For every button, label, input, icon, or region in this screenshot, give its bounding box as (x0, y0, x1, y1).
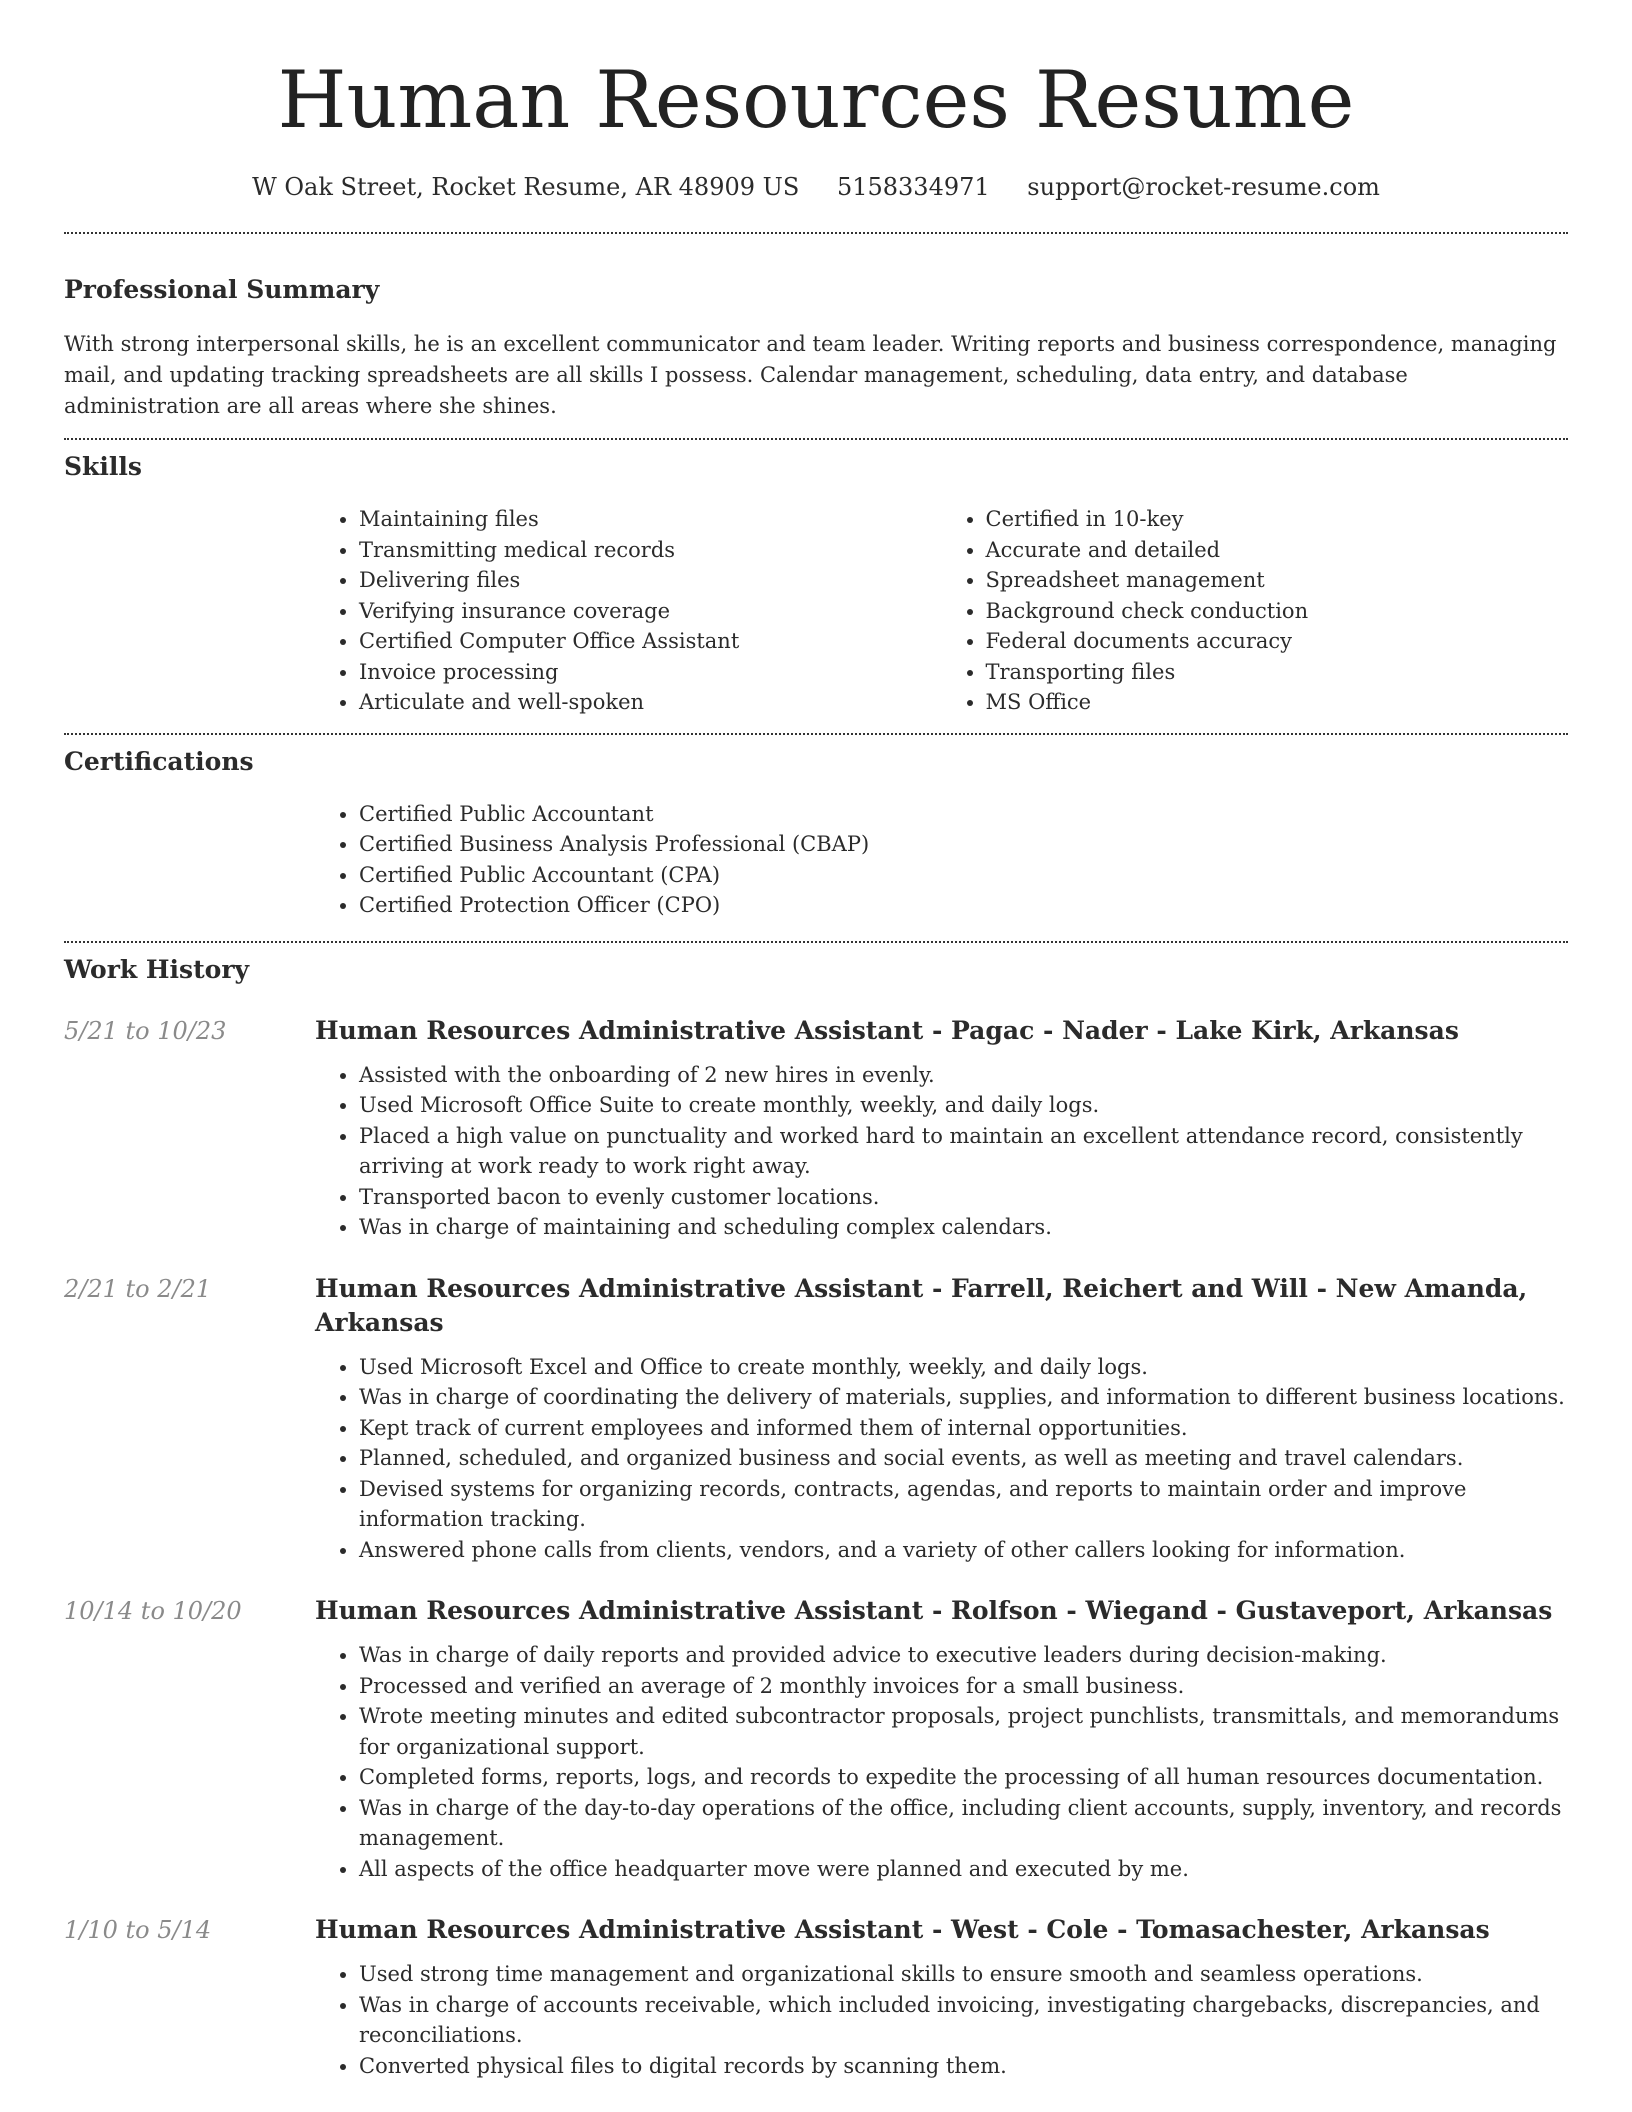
list-item: • Assisted with the onboarding of 2 new hires in evenly. (359, 1060, 1568, 1091)
divider (64, 733, 1568, 735)
list-item: • Answered phone calls from clients, vendors, and a variety of other callers looking for information. (359, 1535, 1568, 1566)
job-entry (64, 1272, 1568, 1566)
divider (64, 438, 1568, 440)
address: W Oak Street, Rocket Resume, AR 48909 US (252, 173, 800, 201)
list-item: • Transmitting medical records (359, 535, 942, 566)
list-item: • Completed forms, reports, logs, and records to expedite the processing of all human resources documentation. (359, 1762, 1568, 1793)
list-item: • Was in charge of accounts receivable, which included invoicing, investigating chargebacks, discrepancies, and reconciliations. (359, 1990, 1568, 2051)
list-item: • Certified Public Accountant (359, 799, 1568, 830)
job-title: Human Resources Administrative Assistant - West - Cole - Tomasachester, Arkansas (315, 1915, 1490, 1944)
list-item: • Kept track of current employees and informed them of internal opportunities. (359, 1413, 1568, 1444)
list-item: • Certified Protection Officer (CPO) (359, 890, 1568, 921)
job-body (315, 1272, 1568, 1566)
job-entry (64, 1594, 1568, 1884)
list-item: • Used strong time management and organizational skills to ensure smooth and seamless operations. (359, 1959, 1568, 1990)
list-item: • Devised systems for organizing records, contracts, agendas, and reports to maintain order and improve information tracking. (359, 1474, 1568, 1535)
list-item: • Certified Business Analysis Professional (CBAP) (359, 829, 1568, 860)
job-entry (64, 1913, 1568, 2081)
list-item: • MS Office (986, 687, 1569, 718)
list-item: • Was in charge of coordinating the delivery of materials, supplies, and information to different business locations. (359, 1382, 1568, 1413)
section-heading-certifications: Certifications (64, 746, 254, 776)
job-title: Human Resources Administrative Assistant - Rolfson - Wiegand - Gustaveport, Arkansas (315, 1596, 1553, 1625)
job-dates: 1/10 to 5/14 (64, 1916, 212, 1944)
list-item: • Used Microsoft Excel and Office to create monthly, weekly, and daily logs. (359, 1352, 1568, 1383)
list-item: • Articulate and well-spoken (359, 687, 942, 718)
section-heading-skills: Skills (64, 452, 142, 481)
list-item: • Certified Computer Office Assistant (359, 626, 942, 657)
job-bullets (315, 1640, 1568, 1884)
list-item: • Invoice processing (359, 657, 942, 688)
summary-section (64, 273, 1568, 422)
divider (64, 232, 1568, 234)
list-item: • All aspects of the office headquarter move were planned and executed by me. (359, 1854, 1568, 1885)
list-item: • Federal documents accuracy (986, 626, 1569, 657)
list-item: • Was in charge of maintaining and scheduling complex calendars. (359, 1212, 1568, 1243)
resume-title: Human Resources Resume (277, 54, 1355, 146)
list-item: • Certified in 10-key (986, 504, 1569, 535)
list-item: • Transported bacon to evenly customer locations. (359, 1182, 1568, 1213)
skills-list-left (315, 504, 942, 718)
list-item: • Background check conduction (986, 596, 1569, 627)
skills-list-right (942, 504, 1569, 718)
section-heading-summary: Professional Summary (64, 275, 380, 304)
skills-section (64, 450, 1568, 718)
job-bullets (315, 1352, 1568, 1566)
phone: 5158334971 (836, 173, 990, 201)
list-item: • Processed and verified an average of 2 monthly invoices for a small business. (359, 1671, 1568, 1702)
list-item: • Was in charge of the day-to-day operations of the office, including client accounts, supply, inventory, and records management. (359, 1793, 1568, 1854)
list-item: • Verifying insurance coverage (359, 596, 942, 627)
email: support@rocket-resume.com (1027, 173, 1380, 201)
divider (64, 941, 1568, 943)
job-dates: 10/14 to 10/20 (64, 1597, 242, 1625)
job-title: Human Resources Administrative Assistant - Pagac - Nader - Lake Kirk, Arkansas (315, 1015, 1459, 1045)
certifications-section (64, 745, 1568, 921)
list-item: • Maintaining files (359, 504, 942, 535)
job-entry (64, 1014, 1568, 1243)
contact-line (64, 170, 1568, 204)
job-body (315, 1913, 1568, 2081)
list-item: • Delivering files (359, 565, 942, 596)
job-body (315, 1014, 1568, 1243)
job-body (315, 1594, 1568, 1884)
job-dates: 2/21 to 2/21 (64, 1274, 212, 1303)
list-item: • Converted physical files to digital records by scanning them. (359, 2051, 1568, 2082)
list-item: • Planned, scheduled, and organized business and social events, as well as meeting and travel calendars. (359, 1443, 1568, 1474)
list-item: • Was in charge of daily reports and provided advice to executive leaders during decision-making. (359, 1640, 1568, 1671)
skills-columns (315, 504, 1568, 718)
section-heading-work-history: Work History (64, 954, 250, 984)
list-item: • Spreadsheet management (986, 565, 1569, 596)
job-dates: 5/21 to 10/23 (64, 1016, 227, 1045)
list-item: • Wrote meeting minutes and edited subcontractor proposals, project punchlists, transmittals, and memorandums for organizational support. (359, 1701, 1568, 1762)
work-history-section (64, 953, 1568, 2082)
list-item: • Transporting files (986, 657, 1569, 688)
list-item: • Used Microsoft Office Suite to create monthly, weekly, and daily logs. (359, 1090, 1568, 1121)
job-bullets (315, 1959, 1568, 2081)
list-item: • Certified Public Accountant (CPA) (359, 860, 1568, 891)
list-item: • Placed a high value on punctuality and worked hard to maintain an excellent attendance record, consistently arriving at work ready to work right away. (359, 1121, 1568, 1182)
certifications-list (315, 799, 1568, 921)
job-bullets (315, 1060, 1568, 1243)
list-item: • Accurate and detailed (986, 535, 1569, 566)
job-title: Human Resources Administrative Assistant - Farrell, Reichert and Will - New Amanda, Arkansas (315, 1273, 1528, 1337)
summary-text: With strong interpersonal skills, he is an excellent communicator and team leader. Writing reports and business correspondence, managing mail, and updating tracking spreadsheets are all skills I possess. Calendar management, scheduling, data entry, and database administration are all areas where she shines. (64, 332, 1557, 418)
